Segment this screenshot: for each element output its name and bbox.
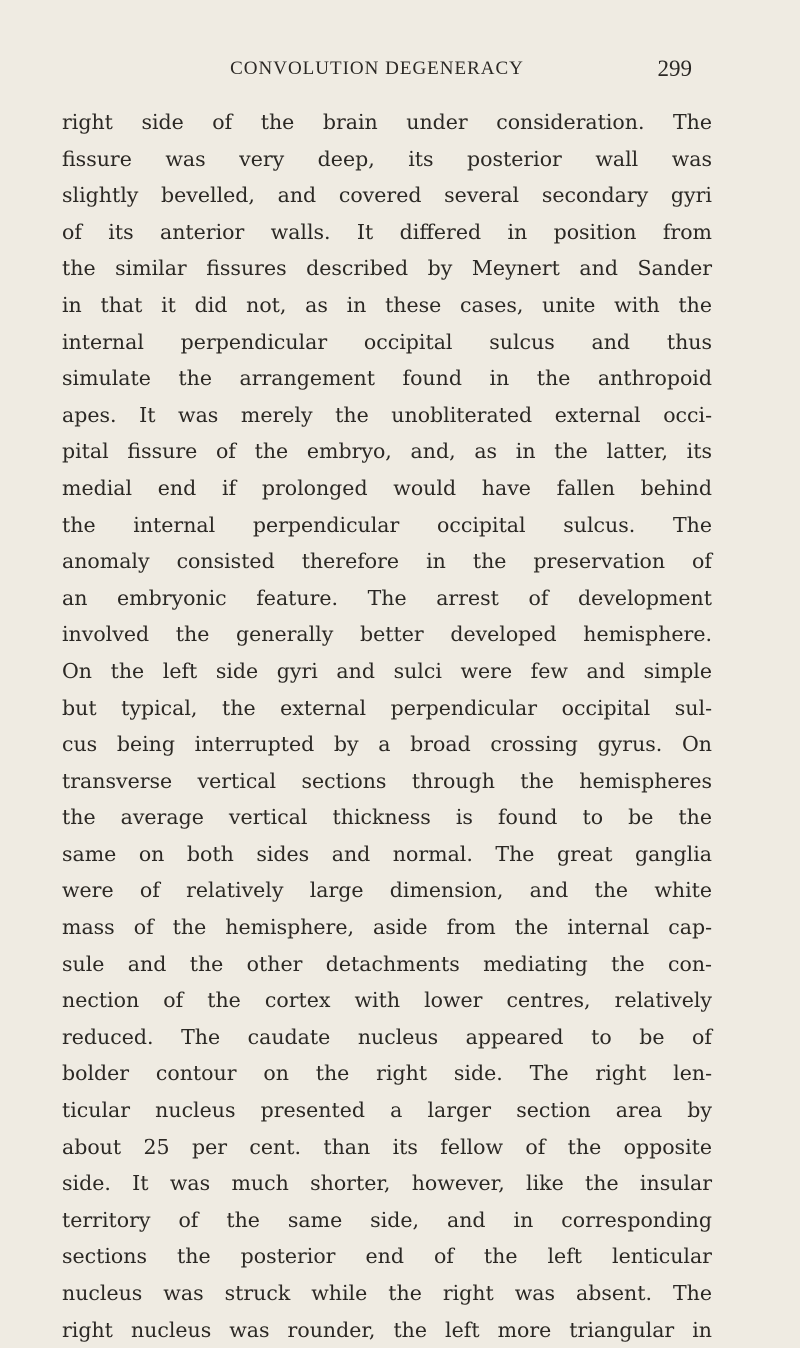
text-line: simulate the arrangement found in the anthropoid [62,366,712,391]
text-line: ticular nucleus presented a larger section area by [62,1098,712,1123]
text-line: the average vertical thickness is found to be the [62,805,712,830]
text-line: about 25 per cent. than its fellow of the opposite [62,1134,712,1159]
text-line: medial end if prolonged would have fallen behind [62,475,712,500]
text-line: pital fissure of the embryo, and, as in the latter, its [62,439,712,464]
text-line: sule and the other detachments mediating the con- [62,951,712,976]
text-line: cus being interrupted by a broad crossing gyrus. On [62,732,712,757]
text-line: nucleus was struck while the right was absent. The [62,1281,712,1305]
text-line: in that it did not, as in these cases, unite with the [62,292,712,317]
text-line: slightly bevelled, and covered several secondary gyri [62,183,712,208]
running-title: CONVOLUTION DEGENERACY [230,58,524,79]
text-line: same on both sides and normal. The great ganglia [62,841,712,866]
text-line: side. It was much shorter, however, like the insular [62,1171,712,1196]
text-line: the internal perpendicular occipital sulcus. The [62,512,712,537]
text-line: but typical, the external perpendicular occipital sul- [62,695,712,720]
text-line: internal perpendicular occipital sulcus and thus [62,329,712,354]
text-line: bolder contour on the right side. The right len- [62,1061,712,1086]
text-line: right nucleus was rounder, the left more triangular in [62,1317,712,1342]
text-line: anomaly consisted therefore in the preservation of [62,549,712,574]
text-line: nection of the cortex with lower centres, relatively [62,988,712,1013]
text-line: On the left side gyri and sulci were few and simple [62,658,712,683]
text-line: involved the generally better developed hemisphere. [62,622,712,647]
text-line: sections the posterior end of the left lenticular [62,1244,712,1269]
text-line: right side of the brain under consideration. The [62,110,712,134]
text-line: fissure was very deep, its posterior wall was [62,146,712,171]
body-text [62,104,712,1348]
text-line: transverse vertical sections through the hemispheres [62,768,712,793]
text-line: apes. It was merely the unobliterated external occi- [62,402,712,427]
text-line: territory of the same side, and in corresponding [62,1207,712,1232]
page-number: 299 [657,56,692,81]
text-line: mass of the hemisphere, aside from the internal cap- [62,915,712,940]
text-line: an embryonic feature. The arrest of development [62,585,712,610]
running-head [62,56,692,86]
text-line: reduced. The caudate nucleus appeared to be of [62,1024,712,1049]
text-line: of its anterior walls. It differed in position from [62,219,712,244]
text-line: were of relatively large dimension, and the white [62,878,712,903]
text-line: the similar fissures described by Meynert and Sander [62,256,712,281]
